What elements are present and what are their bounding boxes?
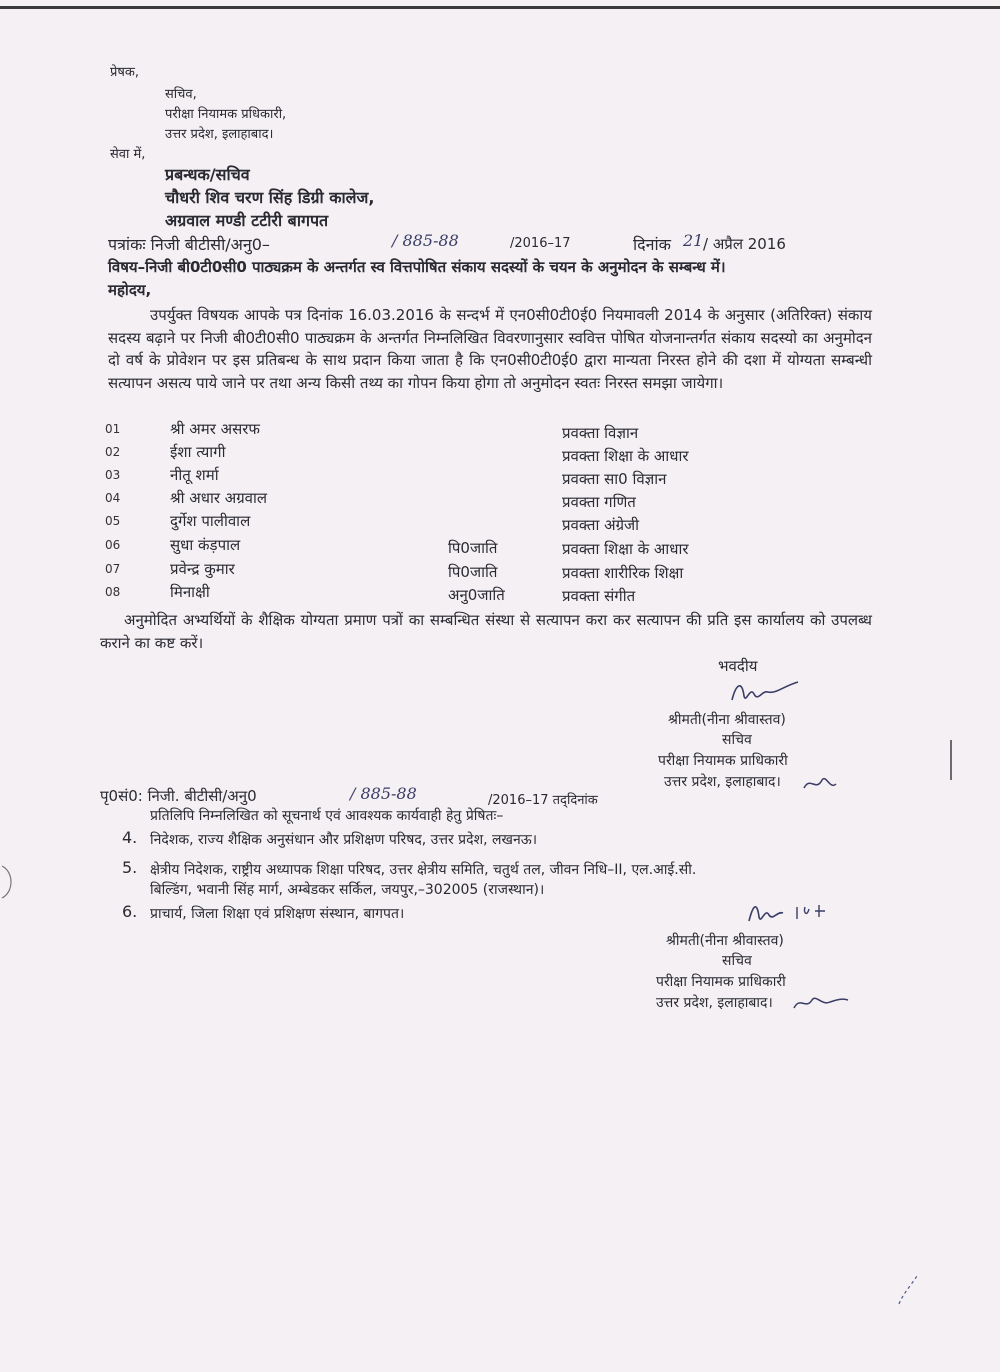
recipient-label: सेवा में, (110, 147, 146, 162)
recipient-line-1: प्रबन्धक/सचिव (165, 165, 250, 184)
staff-row-7-name: प्रवेन्द्र कुमार (170, 560, 235, 578)
copy-item-5-line-1: क्षेत्रीय निदेशक, राष्ट्रीय अध्यापक शिक्षा परिषद, उत्तर क्षेत्रीय समिति, चतुर्थ तल, जीवन निधि–II, एल.आई.सी. (150, 862, 697, 878)
sender-line-1: सचिव, (165, 87, 197, 102)
body-paragraph: उपर्युक्त विषयक आपके पत्र दिनांक 16.03.2016 के सन्दर्भ में एन0सी0टी0ई0 नियमावली 2014 के अनुसार (अतिरिक्त) संकाय सदस्य बढ़ाने पर निजी बी0टी0सी0 पाठ्यक्रम के अन्तर्गत निम्नलिखित विवरणानुसार स्ववित्त पोषित योजनान्तर्गत संकाय सदस्यो का अनुमोदन दो वर्ष के प्रोवेशन पर इस प्रतिबन्ध के साथ प्रदान किया जाता है कि एन0सी0टी0ई0 द्वारा मान्यता निरस्त होने की दशा में योग्यता सम्बन्धी सत्यापन असत्य पाये जाने पर तथा अन्य किसी तथ्य का गोपन किया होगा तो अनुमोदन स्वतः निरस्त समझा जायेगा। (108, 306, 872, 392)
copy-item-6-number: 6. (122, 902, 138, 921)
staff-row-4-name: श्री अधार अग्रवाल (170, 489, 268, 507)
staff-row-8-post: प्रवक्ता संगीत (562, 587, 636, 605)
signature-1-name: श्रीमती(नीना श्रीवास्तव) (668, 712, 786, 728)
staff-row-2-no: 02 (105, 445, 121, 459)
copy-intro: प्रतिलिपि निम्नलिखित को सूचनार्थ एवं आवश्यक कार्यवाही हेतु प्रेषितः– (150, 808, 504, 824)
staff-row-8-name: मिनाक्षी (170, 583, 210, 601)
signature-2-name: श्रीमती(नीना श्रीवास्तव) (666, 933, 784, 949)
reference-date-label: दिनांक (633, 235, 671, 254)
signature-1-place: उत्तर प्रदेश, इलाहाबाद। (664, 774, 781, 790)
signature-2-initials-mark (790, 988, 850, 1016)
staff-row-7-category: पि0जाति (448, 563, 498, 581)
staff-row-6-category: पि0जाति (448, 539, 498, 557)
sender-line-3: उत्तर प्रदेश, इलाहाबाद। (165, 127, 274, 142)
staff-row-6-post: प्रवक्ता शिक्षा के आधार (562, 540, 689, 558)
staff-row-6-no: 06 (105, 538, 121, 552)
punch-hole-mark (0, 862, 20, 902)
staff-row-1-no: 01 (105, 422, 121, 436)
staff-row-6-name: सुधा कंड़पाल (170, 536, 241, 554)
staff-row-2-post: प्रवक्ता शिक्षा के आधार (562, 447, 689, 465)
staff-row-3-post: प्रवक्ता सा0 विज्ञान (562, 470, 667, 488)
signature-2-designation: सचिव (722, 953, 752, 969)
reference-date-rest: / अप्रैल 2016 (703, 235, 786, 253)
staff-row-3-no: 03 (105, 468, 121, 482)
staff-row-5-post: प्रवक्ता अंग्रेजी (562, 516, 640, 534)
signature-1-handwritten-mark (728, 676, 808, 710)
salutation: महोदय, (108, 281, 152, 299)
copy-reference-number-handwritten: / 885-88 (350, 784, 417, 803)
reference-number-handwritten: / 885-88 (392, 231, 459, 250)
copy-item-6-line-1: प्राचार्य, जिला शिक्षा एवं प्रशिक्षण संस्थान, बागपत। (150, 906, 405, 922)
signature-1-office: परीक्षा नियामक प्राधिकारी (658, 753, 788, 769)
copy-reference-suffix: /2016–17 तद्‌दिनांक (488, 793, 598, 808)
copy-item-4-number: 4. (122, 828, 138, 847)
staff-row-3-name: नीतू शर्मा (170, 466, 219, 484)
staff-row-7-no: 07 (105, 562, 121, 576)
recipient-line-3: अग्रवाल मण्डी टटीरी बागपत (165, 211, 329, 230)
recipient-line-2: चौधरी शिव चरण सिंह डिग्री कालेज, (165, 188, 375, 207)
staff-row-7-post: प्रवक्ता शारीरिक शिक्षा (562, 564, 684, 582)
copy-item-5-line-2: बिल्डिंग, भवानी सिंह मार्ग, अम्बेडकर सर्किल, जयपुर,–302005 (राजस्थान)। (150, 882, 545, 898)
staff-row-4-no: 04 (105, 491, 121, 505)
subject-line: विषय–निजी बी0टी0सी0 पाठ्यक्रम के अन्तर्गत स्व वित्तपोषित संकाय सदस्यों के चयन के अनुमोदन के सम्बन्ध में। (108, 258, 726, 276)
reference-prefix: पत्रांकः निजी बीटीसी/अनु0– (108, 235, 270, 254)
staff-row-1-name: श्री अमर असरफ (170, 420, 260, 438)
scan-mark-vertical (950, 740, 952, 780)
reference-year: /2016–17 (510, 236, 571, 251)
sender-label: प्रेषक, (110, 65, 140, 80)
copy-item-5-number: 5. (122, 858, 138, 877)
staff-row-5-no: 05 (105, 514, 121, 528)
signature-2-handwritten-mark (745, 895, 840, 929)
staff-row-1-post: प्रवक्ता विज्ञान (562, 424, 639, 442)
staff-row-8-category: अनु0जाति (448, 586, 505, 604)
signature-2-place: उत्तर प्रदेश, इलाहाबाद। (656, 995, 773, 1011)
signature-1-designation: सचिव (722, 732, 752, 748)
staff-row-5-name: दुर्गेश पालीवाल (170, 512, 251, 530)
staff-row-8-no: 08 (105, 585, 121, 599)
staff-row-4-post: प्रवक्ता गणित (562, 493, 636, 511)
reference-date-day-handwritten: 21 (683, 231, 704, 250)
copy-reference-prefix: पृ0सं0: निजी. बीटीसी/अनु0 (100, 787, 257, 805)
staff-row-2-name: ईशा त्यागी (170, 443, 226, 461)
copy-item-4-line-1: निदेशक, राज्य शैक्षिक अनुसंधान और प्रशिक्षण परिषद, उत्तर प्रदेश, लखनऊ। (150, 832, 538, 848)
top-border-line (0, 6, 1000, 9)
pen-stroke-mark (895, 1268, 925, 1308)
signature-1-initials-mark (800, 770, 840, 796)
signature-1-valediction: भवदीय (718, 657, 758, 675)
signature-2-office: परीक्षा नियामक प्राधिकारी (656, 974, 786, 990)
sender-line-2: परीक्षा नियामक प्रधिकारी, (165, 107, 287, 122)
closing-paragraph: अनुमोदित अभ्यर्थियों के शैक्षिक योग्यता प्रमाण पत्रों का सम्बन्धित संस्था से सत्यापन करा कर सत्यापन की प्रति इस कार्यालय को उपलब्ध कराने का कष्ट करें। (100, 611, 872, 652)
